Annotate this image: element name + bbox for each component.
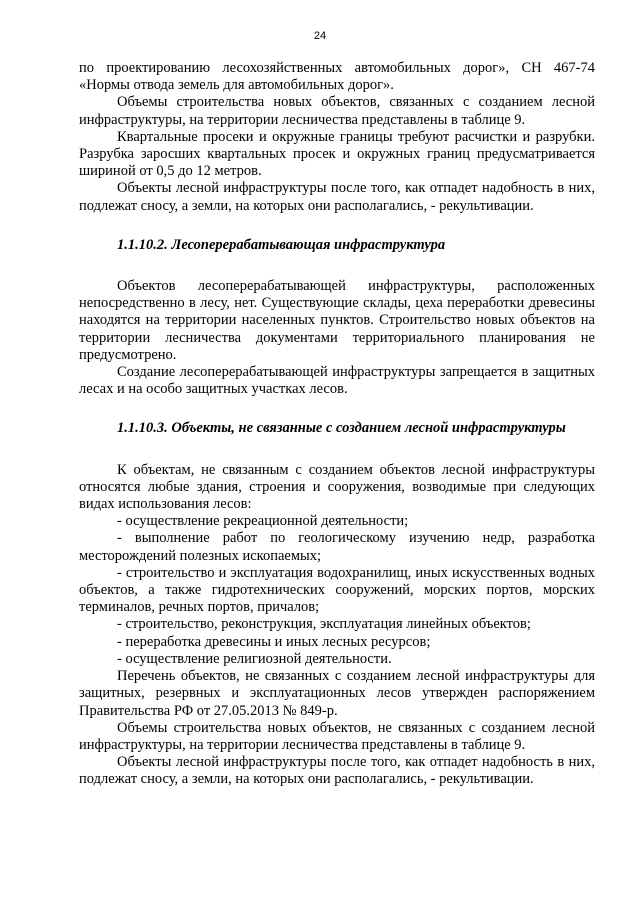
page-body <box>79 60 595 789</box>
lead-paragraph: К объектам, не связанным с созданием объектов лесной инфраструктуры относятся любые здания, строения и сооружения, возводимые при следующих видах использования лесов: <box>79 461 595 513</box>
paragraph: Объектов лесоперерабатывающей инфраструктуры, расположенных непосредственно в лесу, нет. Существующие склады, цеха переработки древесины находятся на территории населенных пунктов. Строительство новых объектов на территории лесничества документами территориального планирования не предусмотрено. <box>79 278 595 363</box>
list-item: - строительство, реконструкция, эксплуатация линейных объектов; <box>117 616 531 633</box>
paragraph: Объемы строительства новых объектов, связанных с созданием лесной инфраструктуры, на территории лесничества представлены в таблице 9. <box>79 94 595 128</box>
list-item: - осуществление рекреационной деятельности; <box>117 513 409 530</box>
paragraph: Перечень объектов, не связанных с созданием лесной инфраструктуры для защитных, резервных и эксплуатационных лесов утвержден распоряжением Правительства РФ от 27.05.2013 № 849-р. <box>79 668 595 719</box>
page-number: 24 <box>313 30 327 42</box>
paragraph: Объемы строительства новых объектов, не связанных с созданием лесной инфраструктуры, на территории лесничества представлены в таблице 9. <box>79 719 595 753</box>
paragraph: Объекты лесной инфраструктуры после того, как отпадет надобность в них, подлежат сносу, а земли, на которых они располагались, - рекультивации. <box>79 754 595 788</box>
continued-paragraph: по проектированию лесохозяйственных автомобильных дорог», СН 467-74 «Нормы отвода земель для автомобильных дорог». <box>79 60 595 94</box>
paragraph: Создание лесоперерабатывающей инфраструктуры запрещается в защитных лесах и на особо защитных участках лесов. <box>79 364 595 398</box>
section-2-content <box>79 462 595 789</box>
paragraph: Объекты лесной инфраструктуры после того, как отпадет надобность в них, подлежат сносу, а земли, на которых они располагались, - рекультивации. <box>79 180 595 214</box>
forest-use-list <box>79 513 595 668</box>
list-item: - осуществление религиозной деятельности. <box>117 650 392 667</box>
list-item: - переработка древесины и иных лесных ресурсов; <box>117 633 431 650</box>
section-1-content <box>79 278 595 398</box>
paragraph: Квартальные просеки и окружные границы требуют расчистки и разрубки. Разрубка заросших квартальных просек и окружных границ предусматривается шириной от 0,5 до 12 метров. <box>79 128 595 180</box>
section-heading-lesopererabatyvayushchaya: 1.1.10.2. Лесоперерабатывающая инфраструктура <box>117 236 446 253</box>
section-heading-ne-svyazannye-obekty: 1.1.10.3. Объекты, не связанные с созданием лесной инфраструктуры <box>117 420 566 437</box>
list-item: - выполнение работ по геологическому изучению недр, разработка месторождений полезных ископаемых; <box>79 530 595 564</box>
list-item: - строительство и эксплуатация водохранилищ, иных искусственных водных объектов, а также гидротехнических сооружений, морских портов, морских терминалов, речных портов, причалов; <box>79 564 595 616</box>
